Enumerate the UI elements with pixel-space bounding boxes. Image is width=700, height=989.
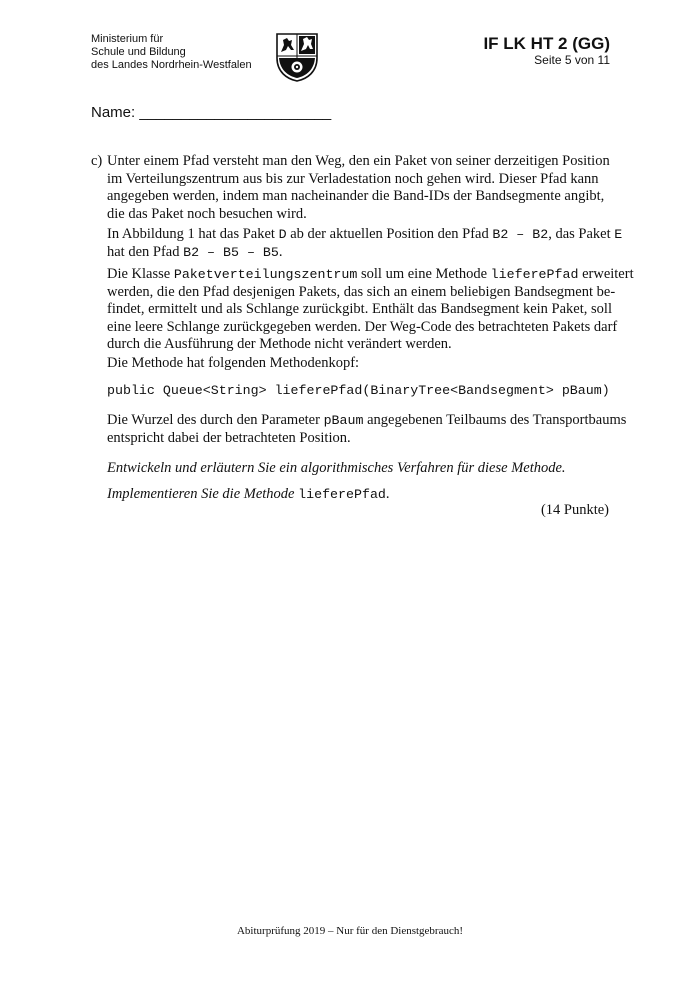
text-line: Die Methode hat folgenden Methodenkopf:: [107, 355, 360, 371]
text-segment: ab der aktuellen Position den Pfad: [286, 226, 493, 242]
text-segment: Die Klasse: [107, 266, 174, 282]
code-path-e: B2 – B5 – B5: [183, 244, 279, 260]
text-line: [107, 226, 623, 244]
text-line: [107, 266, 634, 284]
text-segment: Die Wurzel des durch den Parameter: [107, 412, 324, 428]
exam-code: IF LK HT 2 (GG): [483, 34, 610, 53]
text-segment: angegebenen Teilbaums des Transportbaums: [363, 412, 627, 428]
ministry-line-3: des Landes Nordrhein-Westfalen: [91, 59, 252, 71]
text-line: angegeben werden, indem man nacheinander die Band-IDs der Bandsegmente angibt,: [107, 188, 605, 204]
text-line: durch die Ausführung der Methode nicht verändert werden.: [107, 336, 452, 352]
text-line: werden, die den Pfad desjenigen Pakets, das sich an einem beliebigen Bandsegment be-: [107, 283, 616, 300]
nrw-coat-of-arms-icon: [275, 32, 319, 82]
task-marker: c): [91, 153, 103, 169]
task-paragraph-definition: [107, 153, 612, 223]
ministry-line-2: Schule und Bildung: [91, 46, 186, 58]
task-paragraph-signature-intro: [107, 355, 612, 373]
text-line: [107, 412, 627, 430]
task-paragraph-example: [107, 226, 623, 261]
ministry-line-1: Ministerium für: [91, 33, 164, 45]
text-line: im Verteilungszentrum aus bis zur Verladestation noch gehen wird. Dieser Pfad kann: [107, 170, 599, 187]
code-method-name: lieferePfad: [490, 267, 579, 282]
text-segment: erweitert: [578, 266, 634, 282]
text-line: [107, 486, 612, 504]
text-segment: soll um eine Methode: [357, 266, 491, 282]
task-paragraph-method: [107, 266, 634, 354]
text-segment: , das Paket: [548, 226, 615, 242]
code-package-d: D: [278, 227, 287, 242]
text-line: Unter einem Pfad versteht man den Weg, den ein Paket von seiner derzeitigen Position: [107, 153, 610, 169]
text-segment: .: [278, 243, 283, 260]
points-label: (14 Punkte): [540, 502, 609, 518]
text-line: findet, ermittelt und als Schlange zurückgibt. Enthält das Bandsegment kein Paket, soll: [107, 301, 612, 317]
code-class-name: Paketverteilungszentrum: [173, 267, 358, 282]
code-method-name: lieferePfad: [298, 487, 386, 502]
text-line: die das Paket noch besuchen wird.: [107, 205, 307, 222]
text-line: [107, 244, 612, 262]
page-number: Seite 5 von 11: [534, 53, 610, 67]
footer-note: Abiturprüfung 2019 – Nur für den Dienstgebrauch!: [236, 925, 464, 937]
task-paragraph-root: [107, 412, 627, 447]
text-segment: .: [385, 486, 390, 502]
ministry-name: [91, 33, 252, 72]
task-instruction-implement: [107, 486, 612, 504]
code-line: public Queue<String> lieferePfad(BinaryTree<Bandsegment> pBaum): [107, 383, 610, 398]
method-signature: [107, 382, 612, 400]
text-line: Entwickeln und erläutern Sie ein algorithmisches Verfahren für diese Methode.: [107, 460, 566, 476]
text-segment: hat den Pfad: [107, 243, 184, 260]
text-line: eine leere Schlange zurückgegeben werden. Der Weg-Code des betrachteten Pakets darf: [107, 318, 618, 335]
code-path-d: B2 – B2: [492, 227, 549, 242]
text-segment: Implementieren Sie die Methode: [107, 486, 299, 502]
task-instruction-develop: [107, 460, 612, 478]
text-segment: In Abbildung 1 hat das Paket: [107, 226, 279, 242]
text-line: entspricht dabei der betrachteten Position.: [107, 429, 351, 446]
code-parameter: pBaum: [323, 413, 364, 428]
name-field: Name: _______________________: [91, 104, 332, 121]
code-package-e: E: [614, 227, 623, 242]
